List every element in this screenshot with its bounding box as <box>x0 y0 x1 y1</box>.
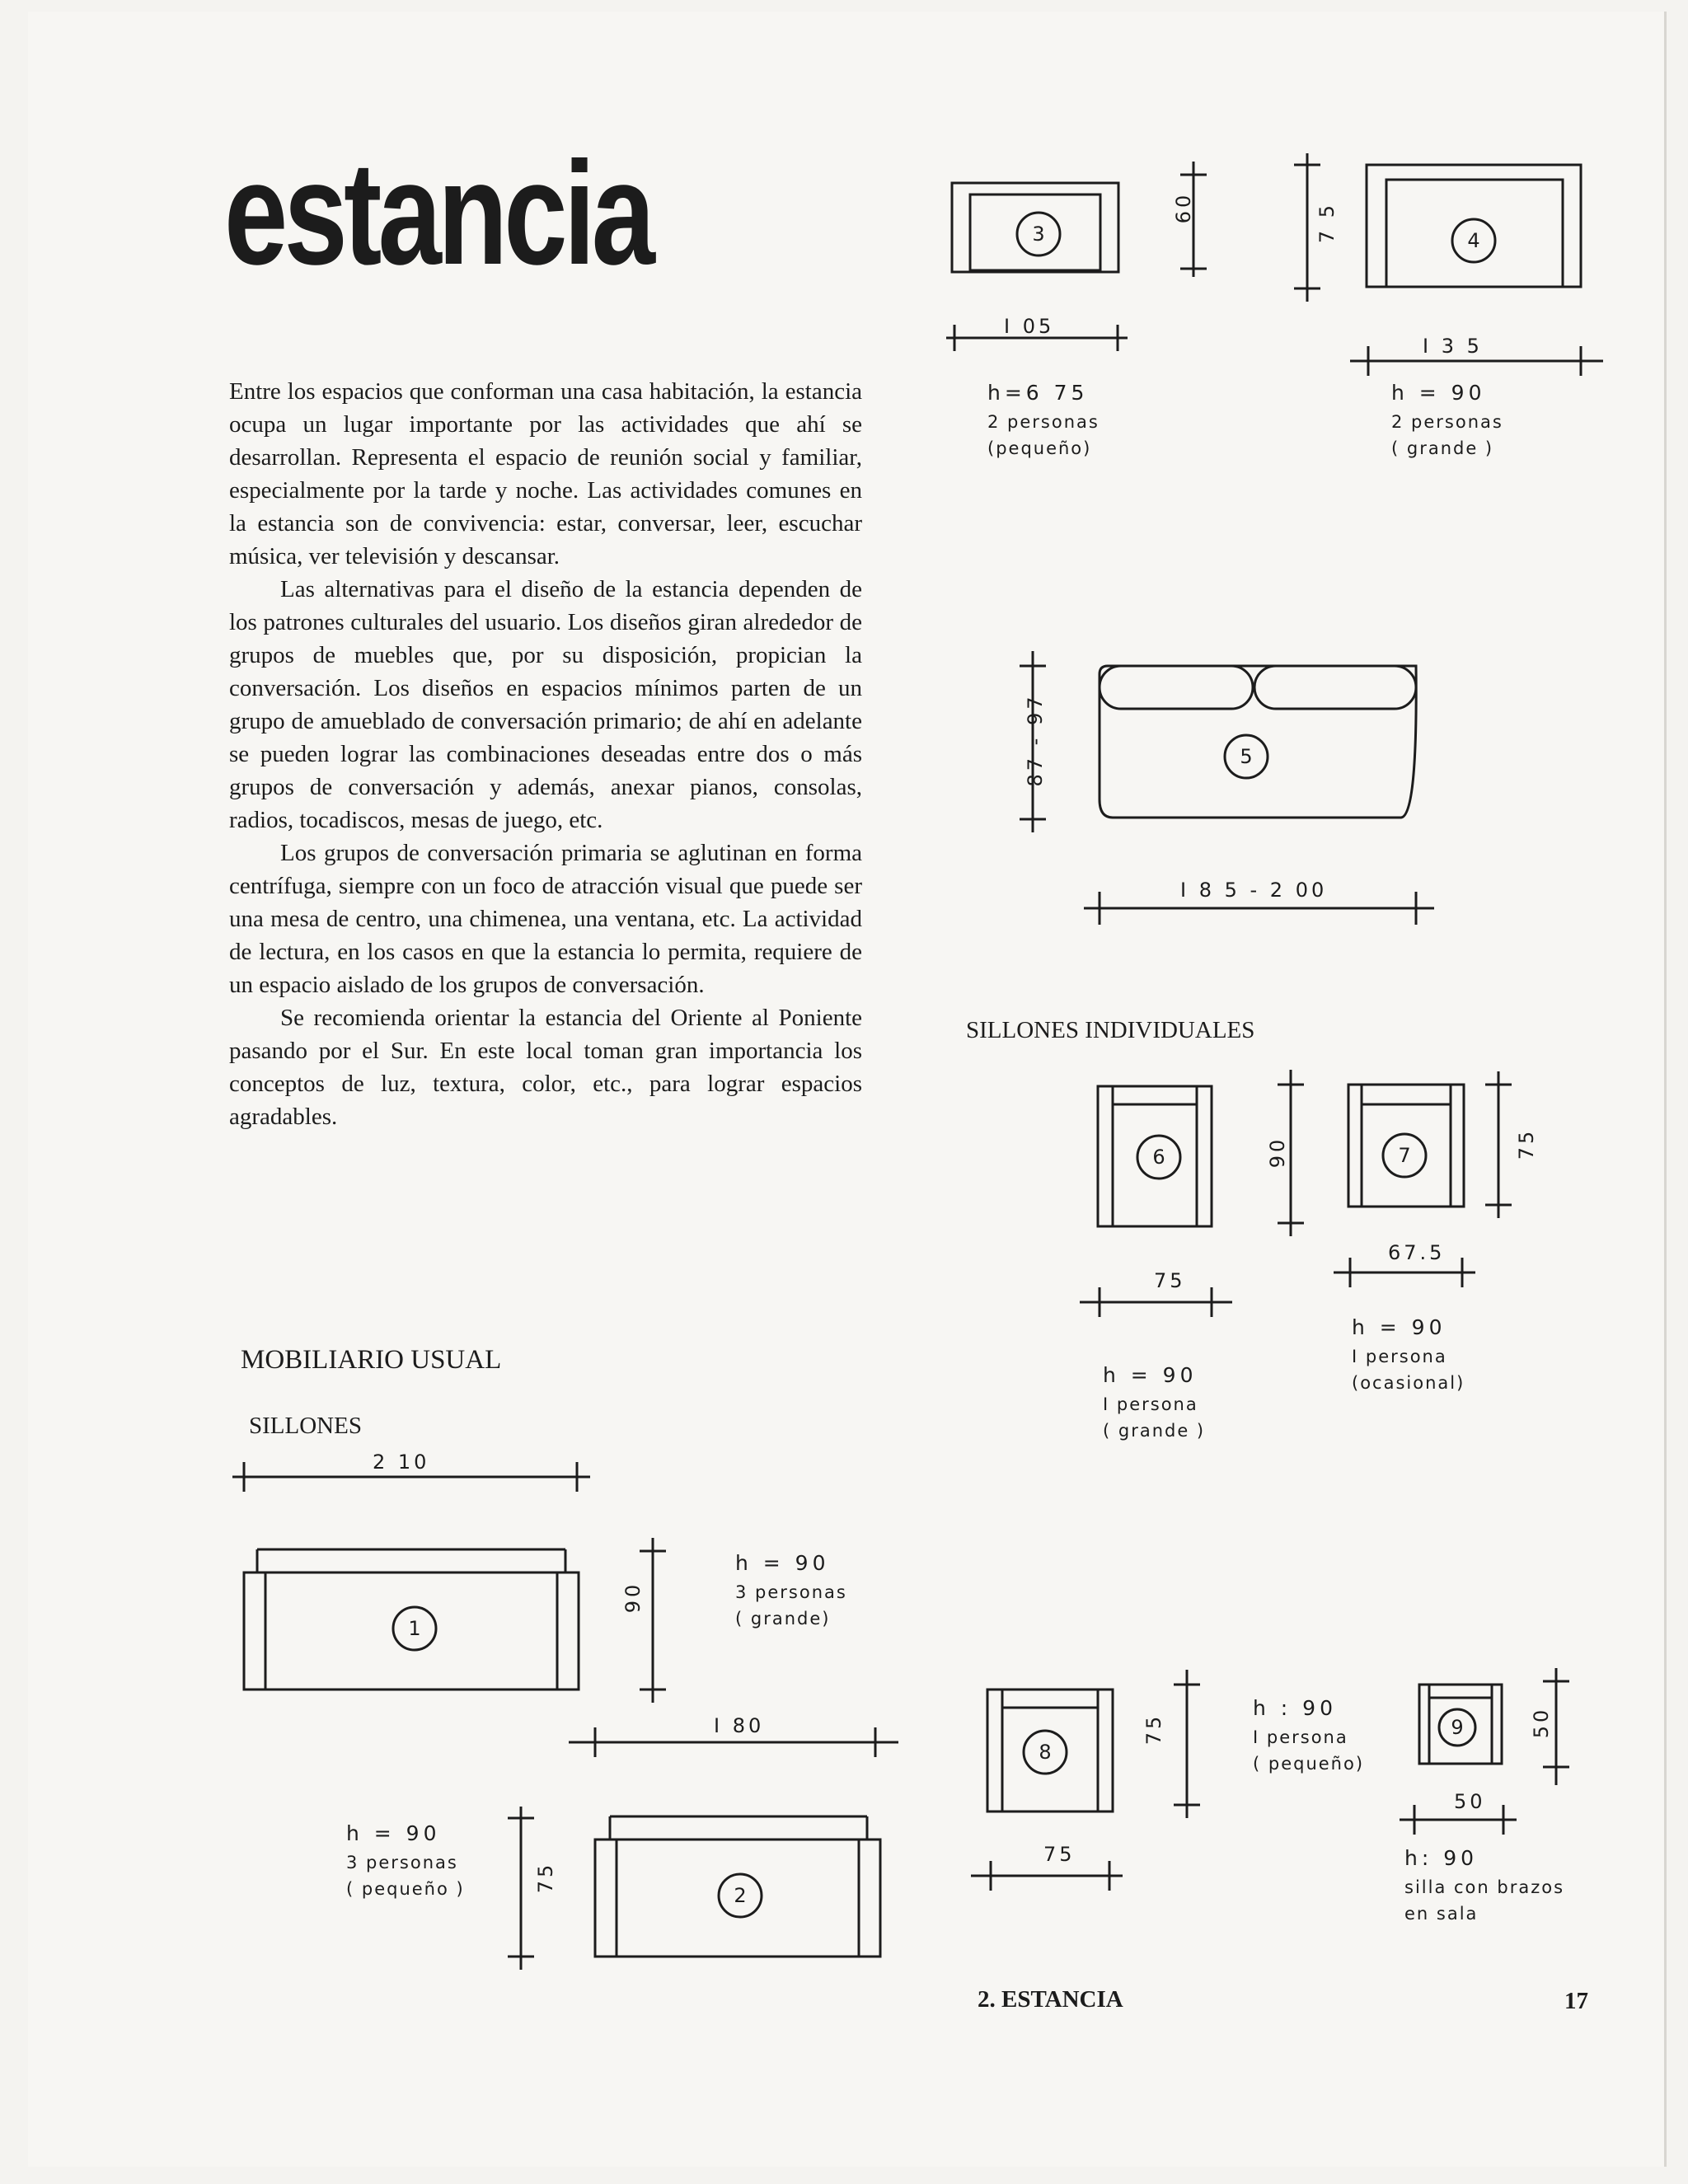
item-number: 9 <box>1451 1716 1464 1739</box>
height-spec: h = 90 <box>1103 1363 1198 1387</box>
height-spec: h = 90 <box>346 1821 441 1845</box>
depth-dimension: 75 <box>1142 1713 1165 1746</box>
depth-dimension: 90 <box>621 1581 645 1614</box>
intro-paragraph: Se recomienda orientar la estancia del Oriente al Poniente pasando por el Sur. En este local toman gran importancia los conceptos de luz, textura, color, etc., para lograr espacios agradables. <box>229 1005 862 1130</box>
width-dimension: 75 <box>1154 1269 1186 1292</box>
subsection-title-sillones: SILLONES <box>249 1413 362 1439</box>
capacity-spec: I persona <box>1103 1394 1198 1414</box>
item-caption <box>1391 377 1503 462</box>
sofa-3-plan <box>946 162 1207 351</box>
depth-dimension: 50 <box>1530 1706 1553 1739</box>
height-spec: h = 90 <box>735 1551 830 1575</box>
height-spec: h=6 75 <box>987 381 1089 405</box>
item-number: 7 <box>1398 1144 1411 1167</box>
intro-paragraph: Las alternativas para el diseño de la estancia dependen de los patrones culturales del usuario. Los diseños giran alrededor de grupos de muebles que, por su disposición, propician la conversación. Los diseños en espacios mínimos parten de un grupo de amueblado de conversación primario; de ahí en adelante se pueden lograr las combinaciones deseadas entre dos o más grupos de conversación y además, anexar pianos, consolas, radios, tocadiscos, mesas de juego, etc. <box>229 576 862 833</box>
intro-paragraph: Los grupos de conversación primaria se aglutinan en forma centrífuga, siempre con un foco de atracción visual que puede ser una mesa de centro, una chimenea, una ventana, etc. La actividad de lectura, en los casos en que la estancia lo permita, requiere de un espacio aislado de los grupos de conversación. <box>229 840 862 998</box>
width-dimension: I 8 5 - 2 00 <box>1180 879 1328 902</box>
width-dimension: 75 <box>1043 1843 1076 1866</box>
armchair-6-plan <box>1080 1070 1304 1317</box>
height-spec: h = 90 <box>1352 1315 1447 1339</box>
item-caption <box>1103 1360 1205 1444</box>
size-spec: ( grande ) <box>1391 438 1494 458</box>
width-dimension: 50 <box>1454 1790 1486 1813</box>
width-dimension: I 05 <box>1004 315 1055 338</box>
item-number: 2 <box>734 1884 747 1907</box>
depth-dimension: 75 <box>1515 1127 1538 1160</box>
item-caption <box>735 1548 847 1632</box>
capacity-spec: 2 personas <box>987 412 1100 432</box>
depth-dimension: 87 - 97 <box>1024 693 1047 787</box>
size-spec: (pequeño) <box>987 438 1092 458</box>
item-caption <box>987 377 1100 462</box>
page-number: 17 <box>1564 1988 1588 2014</box>
width-dimension: 2 10 <box>373 1451 430 1474</box>
item-caption <box>346 1818 465 1902</box>
chapter-footer: 2. ESTANCIA <box>978 1986 1123 2013</box>
item-number: 4 <box>1467 229 1480 252</box>
item-number: 3 <box>1032 223 1045 246</box>
height-spec: h = 90 <box>1391 381 1486 405</box>
item-number: 1 <box>408 1617 421 1640</box>
size-spec: ( pequeño) <box>1253 1754 1365 1774</box>
capacity-spec: 3 personas <box>735 1582 847 1602</box>
width-dimension: 67.5 <box>1388 1241 1446 1264</box>
width-dimension: I 80 <box>714 1714 765 1737</box>
sofa-1-plan <box>232 1462 666 1703</box>
size-spec: ( grande) <box>735 1609 831 1629</box>
intro-text <box>229 375 862 1133</box>
item-caption <box>1404 1843 1564 1927</box>
size-spec: en sala <box>1404 1904 1479 1924</box>
capacity-spec: I persona <box>1352 1347 1447 1366</box>
capacity-spec: I persona <box>1253 1727 1348 1747</box>
sofa-2-plan <box>508 1727 898 1970</box>
depth-dimension: 90 <box>1266 1136 1289 1169</box>
size-spec: ( pequeño ) <box>346 1879 465 1899</box>
armchair-8-plan <box>971 1670 1200 1891</box>
height-spec: h : 90 <box>1253 1696 1337 1720</box>
depth-dimension: 75 <box>534 1861 557 1894</box>
depth-dimension: 7 5 <box>1315 201 1339 244</box>
page-title: estancia <box>224 131 652 295</box>
item-caption <box>1253 1693 1364 1777</box>
section-title-mobiliario: MOBILIARIO USUAL <box>241 1345 502 1375</box>
item-caption <box>1352 1312 1465 1396</box>
width-dimension: I 3 5 <box>1423 335 1483 358</box>
subsection-title-individuales: SILLONES INDIVIDUALES <box>966 1017 1255 1043</box>
item-number: 6 <box>1152 1146 1165 1169</box>
capacity-spec: 2 personas <box>1391 412 1503 432</box>
depth-dimension: 60 <box>1172 191 1195 224</box>
height-spec: h: 90 <box>1404 1846 1479 1870</box>
item-number: 5 <box>1240 745 1253 768</box>
size-spec: (ocasional) <box>1352 1373 1465 1393</box>
capacity-spec: 3 personas <box>346 1853 458 1872</box>
intro-paragraph: Entre los espacios que conforman una casa habitación, la estancia ocupa un lugar importante por las actividades que ahí se desarrollan. Representa el espacio de reunión social y familiar, especialmente por la tarde y noche. Las actividades comunes en la estancia son de convivencia: estar, conversar, leer, escuchar música, ver televisión y descansar. <box>229 378 862 569</box>
capacity-spec: silla con brazos <box>1404 1877 1565 1897</box>
size-spec: ( grande ) <box>1103 1421 1206 1441</box>
item-number: 8 <box>1039 1741 1052 1764</box>
